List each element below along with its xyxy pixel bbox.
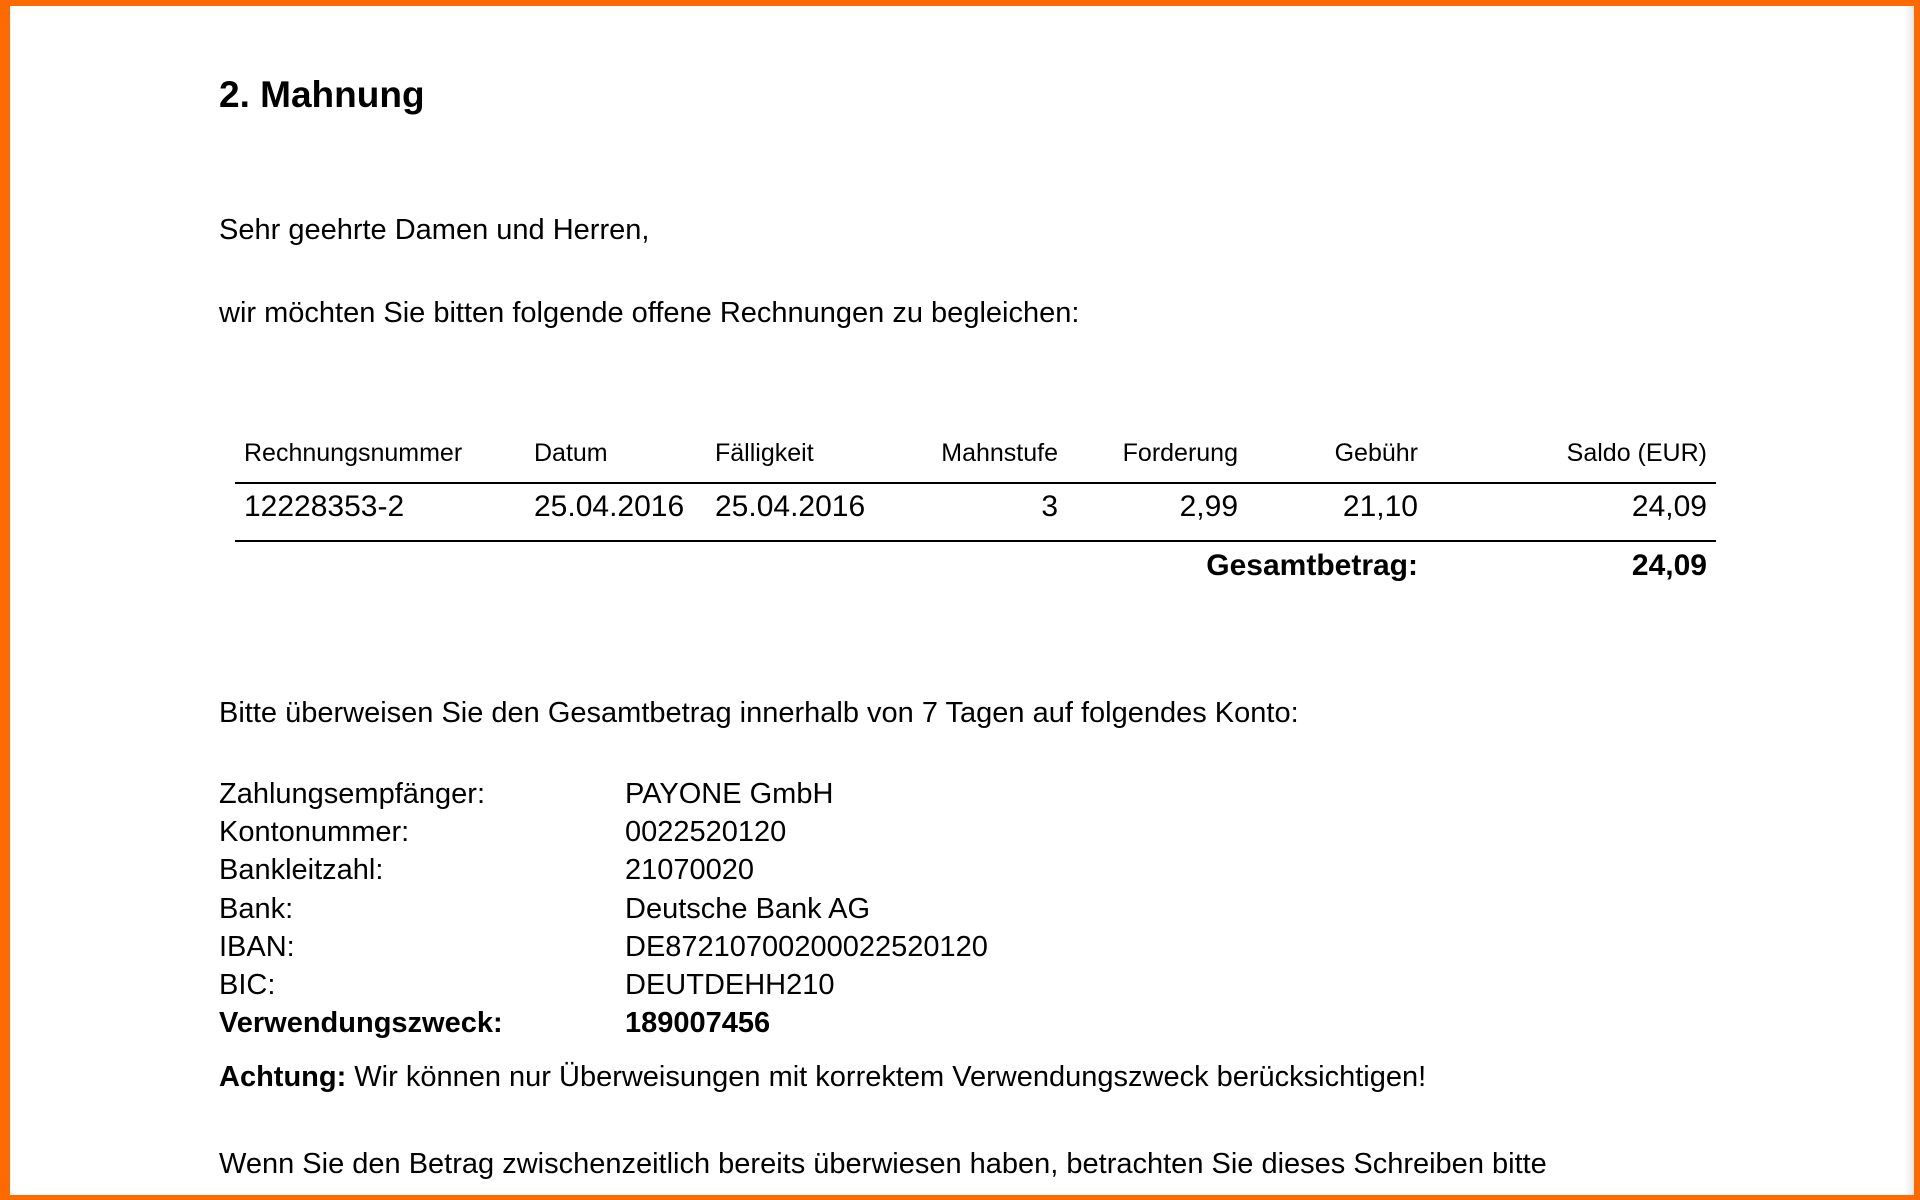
bank-label: Verwendungszweck: bbox=[219, 1007, 503, 1039]
header-forderung: Forderung bbox=[1122, 439, 1238, 467]
bank-label: Zahlungsempfänger: bbox=[219, 778, 485, 810]
closing-text: Wenn Sie den Betrag zwischenzeitlich bereits überwiesen haben, betrachten Sie dieses Schreiben bitte bbox=[219, 1148, 1547, 1180]
bank-value: PAYONE GmbH bbox=[625, 778, 834, 810]
cell-datum: 25.04.2016 bbox=[534, 490, 685, 523]
header-datum: Datum bbox=[534, 439, 608, 467]
table-header-divider bbox=[235, 482, 1716, 484]
bank-label: BIC: bbox=[219, 969, 276, 1001]
cell-forderung: 2,99 bbox=[1179, 490, 1238, 523]
bank-value: Deutsche Bank AG bbox=[625, 893, 871, 925]
header-mahnstufe: Mahnstufe bbox=[941, 439, 1058, 467]
cell-saldo: 24,09 bbox=[1631, 490, 1707, 523]
total-value: 24,09 bbox=[1631, 549, 1707, 582]
cell-mahnstufe: 3 bbox=[1041, 490, 1058, 523]
warning-text: Wir können nur Überweisungen mit korrektem Verwendungszweck berücksichtigen! bbox=[346, 1061, 1427, 1093]
warning-line bbox=[219, 1061, 1426, 1094]
header-saldo: Saldo (EUR) bbox=[1566, 439, 1707, 467]
cell-gebuehr: 21,10 bbox=[1342, 490, 1418, 523]
cell-faelligkeit: 25.04.2016 bbox=[715, 490, 866, 523]
salutation-text: Sehr geehrte Damen und Herren, bbox=[219, 214, 650, 246]
bank-label: Kontonummer: bbox=[219, 816, 410, 848]
bank-value: DEUTDEHH210 bbox=[625, 969, 835, 1001]
bank-label: IBAN: bbox=[219, 931, 295, 963]
bank-label: Bankleitzahl: bbox=[219, 854, 384, 886]
header-rechnungsnummer: Rechnungsnummer bbox=[244, 439, 463, 467]
document-title: 2. Mahnung bbox=[219, 74, 425, 115]
cell-rechnungsnummer: 12228353-2 bbox=[244, 490, 405, 523]
page-edge-shadow bbox=[1904, 6, 1914, 1195]
header-gebuehr: Gebühr bbox=[1334, 439, 1418, 467]
document-page bbox=[10, 6, 1914, 1195]
bank-value: 21070020 bbox=[625, 854, 755, 886]
bank-value: 189007456 bbox=[625, 1007, 771, 1039]
bank-value: DE87210700200022520120 bbox=[625, 931, 988, 963]
bank-value: 0022520120 bbox=[625, 816, 787, 848]
intro-text: wir möchten Sie bitten folgende offene Rechnungen zu begleichen: bbox=[219, 297, 1080, 329]
bank-label: Bank: bbox=[219, 893, 294, 925]
table-row-divider bbox=[235, 540, 1716, 542]
total-label: Gesamtbetrag: bbox=[1206, 549, 1418, 582]
payment-instruction: Bitte überweisen Sie den Gesamtbetrag innerhalb von 7 Tagen auf folgendes Konto: bbox=[219, 697, 1299, 729]
header-faelligkeit: Fälligkeit bbox=[715, 439, 814, 467]
warning-label: Achtung: bbox=[219, 1061, 347, 1093]
